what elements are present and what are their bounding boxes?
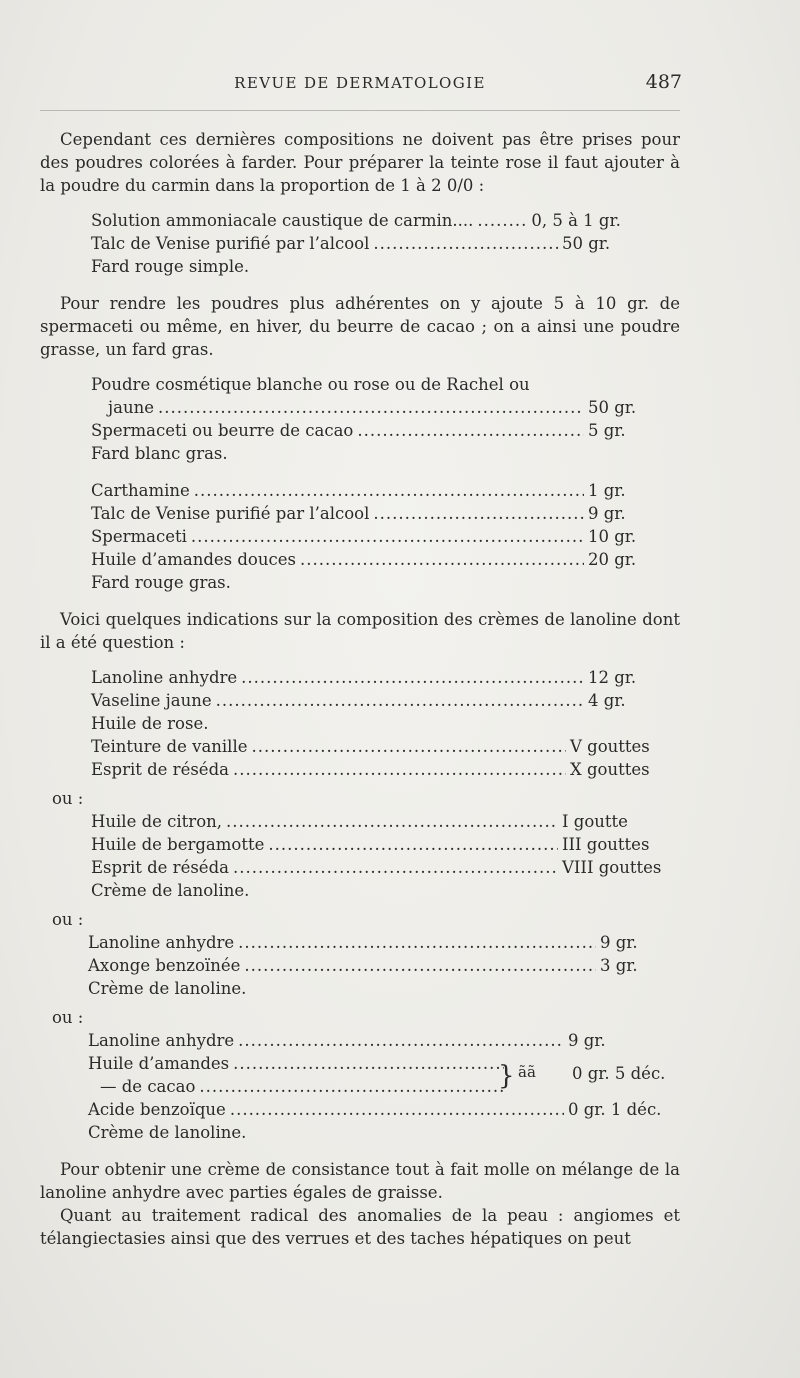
paragraph: Pour rendre les poudres plus adhérentes on y ajoute 5 à 10 gr. de spermaceti ou même, en hiver, du beurre de cacao ; on a ainsi une poudre grasse, un fard gras. xyxy=(40,294,680,359)
recipe-line: Huile de bergamotte ..... III gouttes xyxy=(40,833,680,856)
recipe-line: Crème de lanoline. xyxy=(88,1123,247,1142)
recipe-line: Crème de lanoline. xyxy=(91,881,250,900)
recipe-line: Fard rouge simple. xyxy=(91,257,250,276)
recipe-7 xyxy=(40,1029,680,1144)
paragraph: Pour obtenir une crème de consistance tout à fait molle on mélange de la lanoline anhydre avec parties égales de graisse. xyxy=(40,1160,680,1202)
recipe-line: Esprit de réséda ..... VIII gouttes xyxy=(40,856,680,879)
recipe-line: Lanoline anhydre ..... 12 gr. xyxy=(40,666,680,689)
recipe-line: Spermaceti ..... 10 gr. xyxy=(40,525,680,548)
paragraph: Voici quelques indications sur la composition des crèmes de lanoline dont il a été question : xyxy=(40,610,680,652)
running-title: REVUE DE DERMATOLOGIE xyxy=(234,74,486,92)
recipe-line: Solution ammoniacale caustique de carmin.... ..... 0, 5 à 1 gr. xyxy=(40,209,680,232)
paragraph: Quant au traitement radical des anomalies de la peau : angiomes et télangiectasies ainsi que des verrues et des taches hépatiques on peut xyxy=(40,1206,680,1248)
recipe-line: Fard blanc gras. xyxy=(91,444,228,463)
or-label: ou : xyxy=(52,910,84,929)
or-label: ou : xyxy=(52,789,84,808)
recipe-line: Huile d’amandes douces ..... 20 gr. xyxy=(40,548,680,571)
running-head xyxy=(40,71,682,100)
recipe-line: Huile d’amandes ..... xyxy=(40,1052,680,1075)
recipe-line: Vaseline jaune ..... 4 gr. xyxy=(40,689,680,712)
brace-group xyxy=(40,1052,680,1098)
recipe-line: Talc de Venise purifié par l’alcool ..... 50 gr. xyxy=(40,232,680,255)
recipe-5 xyxy=(40,810,680,902)
recipe-line: Crème de lanoline. xyxy=(88,979,247,998)
recipe-line: Huile de rose. xyxy=(91,714,209,733)
recipe-line: Acide benzoïque ..... 0 gr. 1 déc. xyxy=(40,1098,680,1121)
recipe-3 xyxy=(40,479,680,594)
recipe-4 xyxy=(40,666,680,781)
recipe-line: Lanoline anhydre ..... 9 gr. xyxy=(40,1029,680,1052)
body-text xyxy=(40,128,680,1250)
recipe-line: Talc de Venise purifié par l’alcool ..... 9 gr. xyxy=(40,502,680,525)
or-label: ou : xyxy=(52,1008,84,1027)
recipe-line: Esprit de réséda ..... X gouttes xyxy=(40,758,680,781)
recipe-line: jaune ..... 50 gr. xyxy=(40,396,680,419)
page-number: 487 xyxy=(645,71,682,93)
recipe-line: Spermaceti ou beurre de cacao ..... 5 gr. xyxy=(40,419,680,442)
recipe-1 xyxy=(40,209,680,278)
brace-quantity: 0 gr. 5 déc. xyxy=(572,1064,666,1083)
recipe-line: Fard rouge gras. xyxy=(91,573,231,592)
header-rule xyxy=(40,110,680,111)
brace-label: ãã xyxy=(518,1063,536,1081)
recipe-6 xyxy=(40,931,680,1000)
recipe-line: Huile de citron, ..... I goutte xyxy=(40,810,680,833)
recipe-line: Lanoline anhydre ..... 9 gr. xyxy=(40,931,680,954)
recipe-line: Carthamine ..... 1 gr. xyxy=(40,479,680,502)
recipe-line: — de cacao ..... xyxy=(40,1075,680,1098)
paragraph: Cependant ces dernières compositions ne doivent pas être prises pour des poudres colorées à farder. Pour préparer la teinte rose il faut ajouter à la poudre du carmin dans la proportion de 1 à 2 0/0 : xyxy=(40,130,680,195)
recipe-2 xyxy=(40,373,680,465)
brace-icon: } xyxy=(498,1061,515,1091)
recipe-line: Axonge benzoïnée ..... 3 gr. xyxy=(40,954,680,977)
recipe-line: Poudre cosmétique blanche ou rose ou de Rachel ou xyxy=(91,375,530,394)
recipe-line: Teinture de vanille ..... V gouttes xyxy=(40,735,680,758)
